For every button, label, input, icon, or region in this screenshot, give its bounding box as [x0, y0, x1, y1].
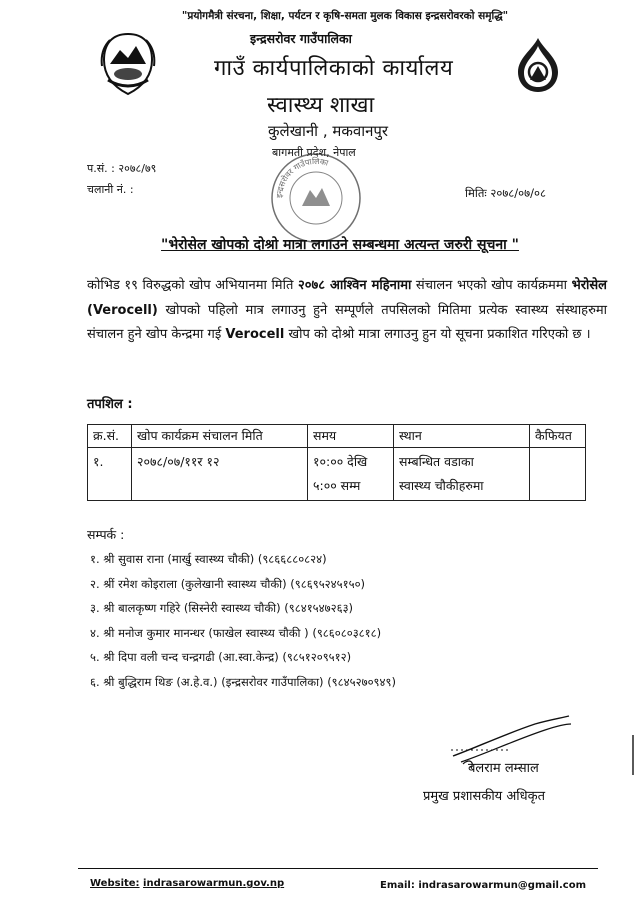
subject-text: "भेरोसेल खोपको दोश्रो मात्रा लगाउने सम्बन्धमा अत्यन्त जरुरी सूचना " [161, 237, 519, 253]
schedule-table [87, 424, 586, 501]
section-title: स्वास्थ्य शाखा [267, 93, 375, 118]
body-bold-3: Verocell [225, 327, 285, 342]
table-header-row [88, 425, 586, 448]
col-place: स्थान [394, 425, 530, 448]
subject-line [110, 235, 570, 254]
body-part-2: संचालन भएको खोप कार्यक्रममा [411, 278, 572, 293]
cell-remarks [530, 448, 586, 501]
website-link[interactable]: indrasarowarmun.gov.np [143, 878, 285, 889]
place-line-1: सम्बन्धित वडाका [399, 454, 474, 469]
body-part-4: खोप को दोश्रो मात्रा लगाउनु हुन यो सूचना प्रकाशित गरिएको छ । [284, 327, 591, 342]
footer-email [380, 880, 586, 891]
place-text: कुलेखानी , मकवानपुर [268, 122, 389, 140]
col-serial: क्र.सं. [88, 425, 132, 448]
province-text: बागमती प्रदेश, नेपाल [272, 146, 356, 159]
notice-body [87, 274, 607, 348]
place-line-2: स्वास्थ्य चौकीहरुमा [399, 478, 484, 493]
schedule-heading: तपशिल : [87, 397, 133, 412]
time-end: ५:०० सम्म [313, 478, 361, 493]
body-bold-2: भेरोसेल (Verocell) [87, 278, 607, 318]
body-bold-1: २०७८ आश्विन महिनामा [297, 278, 412, 293]
cell-time [308, 448, 394, 501]
col-time: समय [308, 425, 394, 448]
list-item: ४. श्री मनोज कुमार मानन्धर (फाखेल स्वास्थ्य चौकी ) (९८६०८०३८१८) [90, 625, 382, 640]
footer-website [90, 878, 284, 889]
signatory-name: बलराम लम्साल [468, 761, 539, 776]
col-remarks: कैफियत [530, 425, 586, 448]
contact-heading: सम्पर्क : [87, 527, 125, 542]
list-item: १. श्री सुवास राना (मार्खु स्वास्थ्य चौकी) (९८६६८८०८२४) [90, 552, 327, 566]
col-date: खोप कार्यक्रम संचालन मिति [132, 425, 308, 448]
email-link[interactable]: indrasarowarmun@gmail.com [418, 880, 587, 891]
cell-serial: १. [88, 448, 132, 501]
website-label: Website: [90, 878, 140, 889]
cell-place [394, 448, 530, 501]
footer-divider [78, 868, 598, 869]
dispatch-number: चलानी नं. : [87, 183, 134, 196]
municipality-logo-icon [510, 36, 566, 98]
table-row [88, 448, 586, 501]
list-item: ६. श्री बुद्धिराम थिङ (अ.हे.व.) (इन्द्रसरोवर गाउँपालिका) (९८४५२७०९४९) [90, 674, 396, 689]
list-item: २. श्रीं रमेश कोइराला (कुलेखानी स्वास्थ्य चौकी) (९८६९५२४५१५०) [90, 576, 366, 591]
email-label: Email: [380, 880, 415, 891]
stamp-ring-text: इन्द्रसरोवर गाउँपालिका [274, 156, 330, 199]
reference-number: प.सं. : २०७८/७९ [87, 162, 157, 175]
time-start: १०:०० देखि [313, 454, 368, 469]
office-title: गाउँ कार्यपालिकाको कार्यालय [214, 56, 454, 81]
notice-date: मितिः २०७८/०७/०८ [465, 186, 546, 200]
signatory-title: प्रमुख प्रशासकीय अधिकृत [423, 789, 546, 804]
edge-mark [628, 735, 638, 779]
slogan-text: "प्रयोगमैत्री संरचना, शिक्षा, पर्यटन र कृषि-समता मुलक विकास इन्द्रसरोवरको समृद्धि" [181, 10, 509, 22]
body-part-3: खोपको पहिलो मात्र लगाउनु हुने सम्पूर्णले तपसिलको मितिमा प्रत्येक स्वास्थ्य संस्थाहरुमा संचालन हुने खोप केन्द्रमा गई [87, 302, 607, 342]
organization-name: इन्द्रसरोवर गाउँपालिका [250, 31, 352, 46]
body-part-1: कोभिड १९ विरुद्धको खोप अभियानमा मिति [87, 278, 298, 293]
contact-list [90, 552, 396, 699]
list-item: ५. श्री दिपा वली चन्द चन्द्रगढी (आ.स्वा.केन्द्र) (९८५१२०९५१२) [90, 650, 352, 664]
cell-date: २०७८/०७/११र १२ [132, 448, 308, 501]
nepal-emblem-icon [98, 30, 158, 102]
list-item: ३. श्री बालकृष्ण गहिरे (सिस्नेरी स्वास्थ्य चौकी) (९८४१५४७२६३) [90, 601, 354, 615]
